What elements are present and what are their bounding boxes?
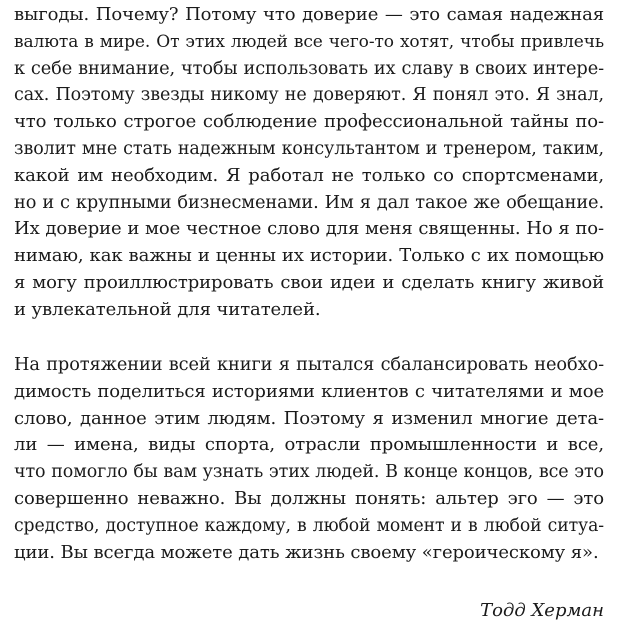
text-line: димость поделиться историями клиентов с читателями и мое <box>14 380 604 402</box>
text-line: и увлекательной для читателей. <box>14 298 321 320</box>
text-line: ли — имена, виды спорта, отрасли промышленности и все, <box>14 434 604 456</box>
paragraph-trust <box>14 2 604 324</box>
text-line: что помогло бы вам узнать этих людей. В конце концов, все это <box>14 462 604 483</box>
text-line: какой им необходим. Я работал не только со спортсменами, <box>14 164 604 186</box>
text-line: совершенно неважно. Вы должны понять: альтер эго — это <box>14 487 604 509</box>
text-line: к себе внимание, чтобы использовать их славу в своих интере- <box>14 58 604 79</box>
text-line: валюта в мире. От этих людей все чего-то хотят, чтобы привлечь <box>14 31 604 52</box>
text-line: слово, данное этим людям. Поэтому я изменил многие дета- <box>14 407 604 429</box>
text-line: На протяжении всей книги я пытался сбалансировать необхо- <box>14 355 604 375</box>
text-line: Их доверие и мое честное слово для меня священны. Но я по- <box>14 218 604 240</box>
text-line: ции. Вы всегда можете дать жизнь своему «героическому я». <box>14 541 599 563</box>
paragraph-changes <box>14 352 604 566</box>
text-line: средство, доступное каждому, в любой момент и в любой ситуа- <box>14 515 604 536</box>
text-line: нимаю, как важны и ценны их истории. Только с их помощью <box>14 245 604 267</box>
text-line: сах. Поэтому звезды никому не доверяют. Я понял это. Я знал, <box>14 85 604 106</box>
text-line: выгоды. Почему? Потому что доверие — это самая надежная <box>14 4 604 25</box>
text-line: но и с крупными бизнесменами. Им я дал такое же обещание. <box>14 192 604 213</box>
author-signature: Тодд Херман <box>480 600 604 621</box>
text-line: зволит мне стать надежным консультантом и тренером, таким, <box>14 138 604 159</box>
text-line: что только строгое соблюдение профессиональной тайны по- <box>14 111 604 133</box>
text-line: я могу проиллюстрировать свои идеи и сделать книгу живой <box>14 271 604 293</box>
